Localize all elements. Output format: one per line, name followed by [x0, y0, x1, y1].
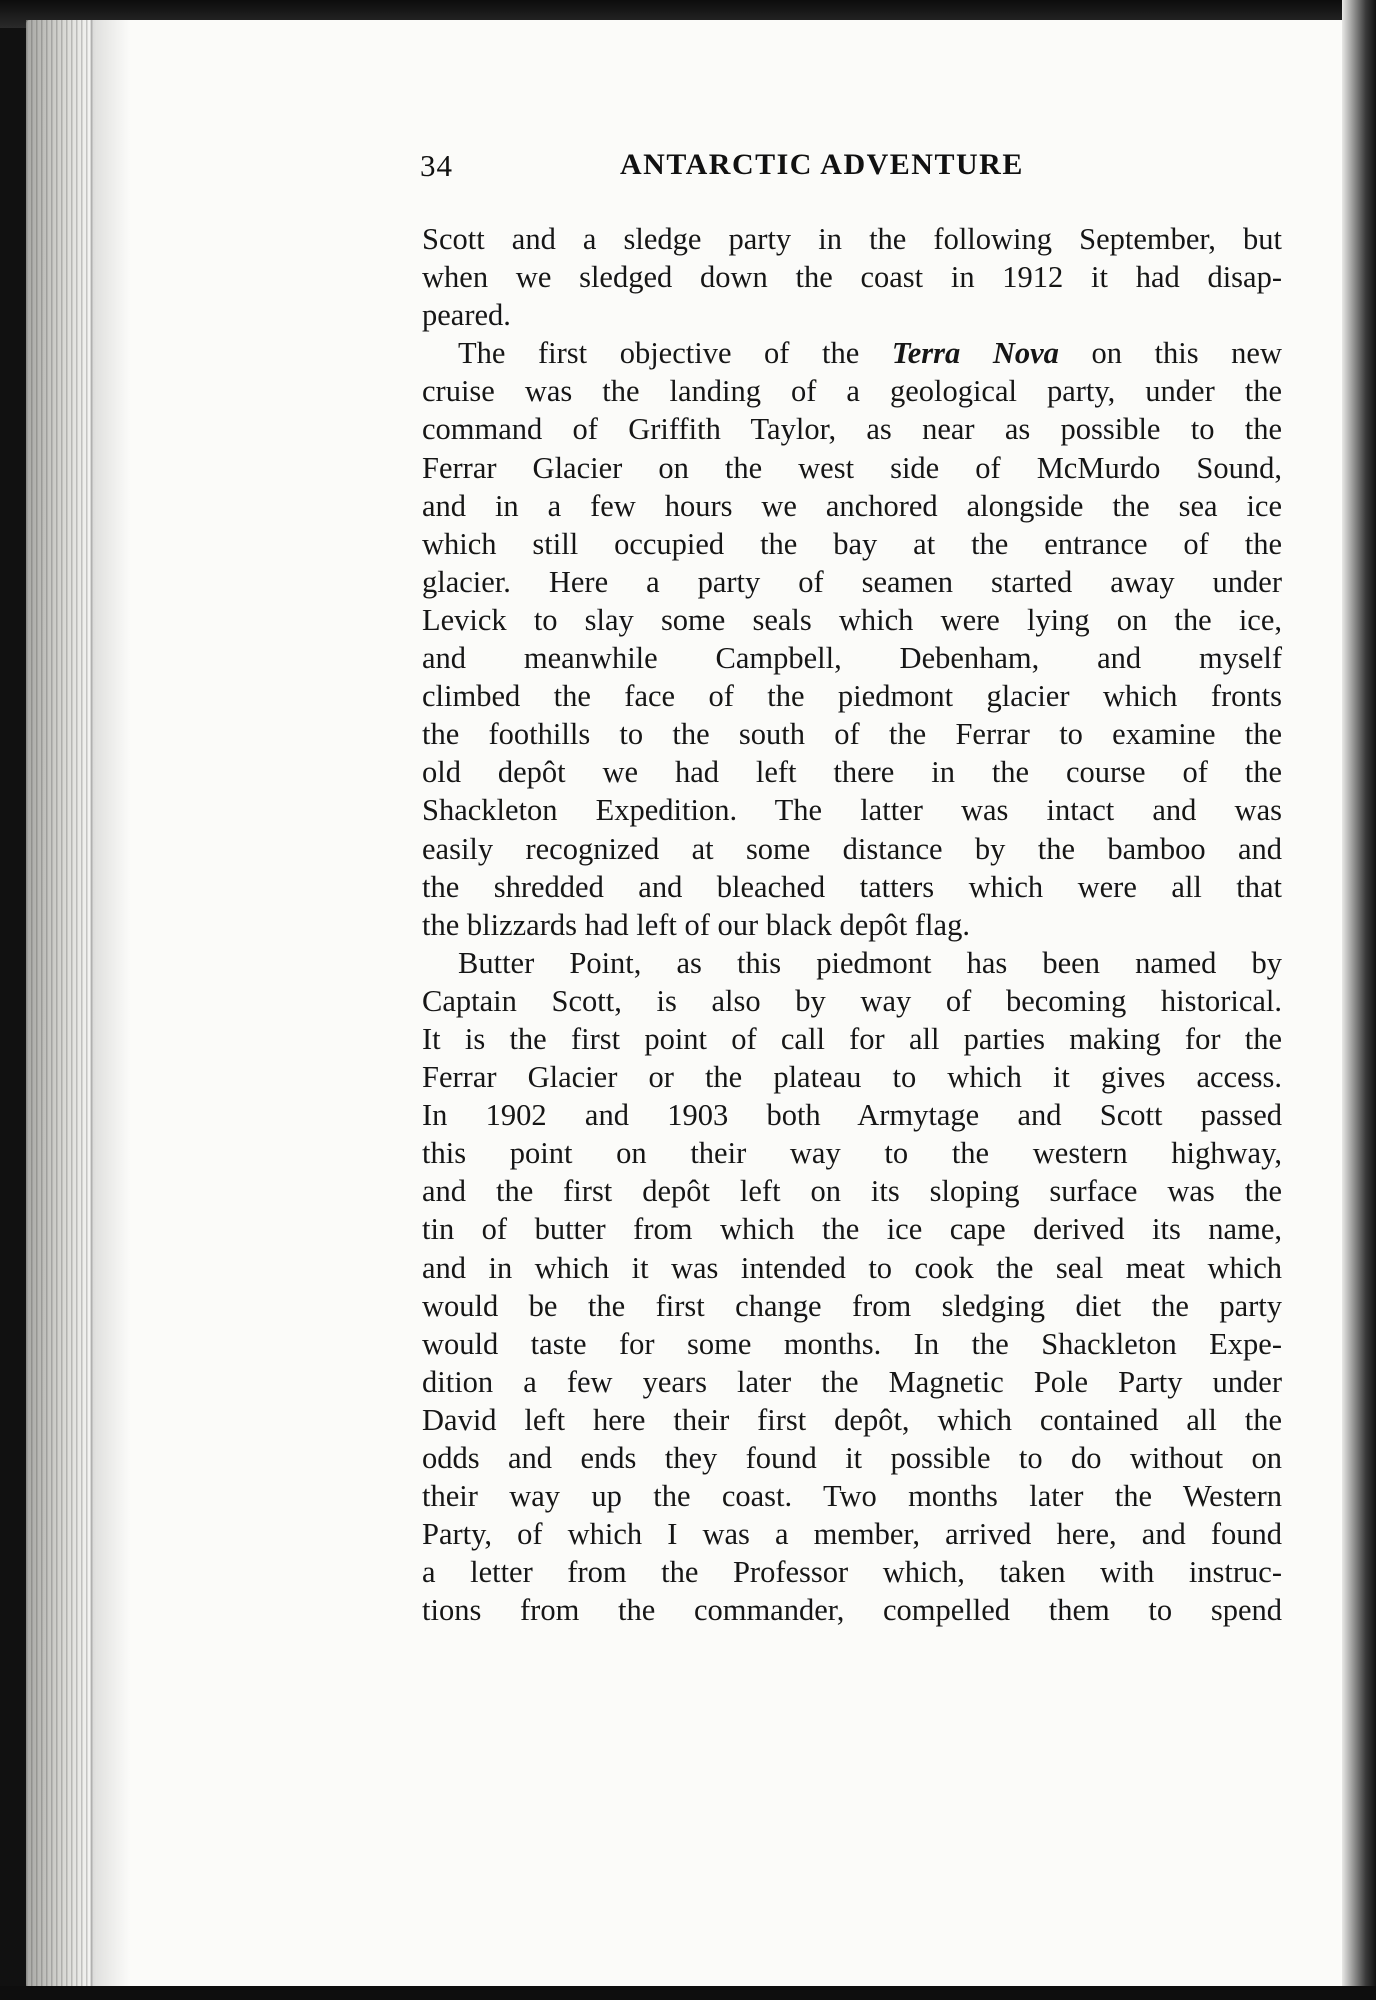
text-line: would taste for some months. In the Shackleton Expe-	[422, 1326, 1282, 1361]
text-line: command of Griffith Taylor, as near as possible to the	[422, 412, 1282, 447]
text-line: dition a few years later the Magnetic Pole Party under	[422, 1364, 1282, 1399]
text-line: which still occupied the bay at the entrance of the	[422, 526, 1282, 561]
text-line: Levick to slay some seals which were lying on the ice,	[422, 602, 1282, 637]
text-line: tin of butter from which the ice cape derived its name,	[422, 1212, 1282, 1247]
text-line: their way up the coast. Two months later the Western	[422, 1479, 1282, 1514]
text-line: cruise was the landing of a geological party, under the	[422, 374, 1282, 409]
text-line: a letter from the Professor which, taken with instruc-	[422, 1555, 1282, 1590]
right-binding-edge	[1342, 0, 1376, 2000]
text-line: and meanwhile Campbell, Debenham, and myself	[422, 641, 1282, 676]
running-head	[420, 148, 1070, 188]
text-line: Shackleton Expedition. The latter was intact and was	[422, 793, 1282, 828]
body-text	[422, 220, 1282, 1629]
text-line: Ferrar Glacier or the plateau to which it gives access.	[422, 1060, 1282, 1095]
text-line: and the first depôt left on its sloping surface was the	[422, 1174, 1282, 1209]
page-number: 34	[420, 148, 453, 183]
running-title: ANTARCTIC ADVENTURE	[620, 148, 1024, 181]
text-line: the shredded and bleached tatters which were all that	[422, 869, 1282, 904]
gutter-shadow	[90, 20, 130, 1988]
text-line: odds and ends they found it possible to do without on	[422, 1441, 1282, 1475]
text-line: Butter Point, as this piedmont has been named by	[458, 945, 1282, 980]
text-line: Scott and a sledge party in the following September, but	[422, 222, 1282, 256]
text-fragment: on this new	[1091, 336, 1282, 371]
text-line: peared.	[422, 298, 511, 333]
ship-name: Terra Nova	[891, 336, 1059, 371]
bottom-edge	[0, 1986, 1376, 2000]
text-line: and in which it was intended to cook the seal meat which	[422, 1250, 1282, 1285]
text-line: the foothills to the south of the Ferrar to examine the	[422, 717, 1282, 752]
text-line: Ferrar Glacier on the west side of McMurdo Sound,	[422, 450, 1282, 485]
text-line: and in a few hours we anchored alongside the sea ice	[422, 488, 1282, 523]
text-line: climbed the face of the piedmont glacier which fronts	[422, 679, 1282, 714]
text-line: Party, of which I was a member, arrived here, and found	[422, 1517, 1282, 1552]
text-line: old depôt we had left there in the course of the	[422, 755, 1282, 790]
text-fragment: The first objective of the	[458, 336, 860, 371]
text-line: tions from the commander, compelled them to spend	[422, 1593, 1282, 1628]
text-line: the blizzards had left of our black depôt flag.	[422, 907, 970, 942]
text-line: It is the first point of call for all parties making for the	[422, 1021, 1282, 1056]
text-line: glacier. Here a party of seamen started away under	[422, 564, 1282, 599]
text-line: In 1902 and 1903 both Armytage and Scott passed	[422, 1098, 1282, 1133]
text-line: this point on their way to the western highway,	[422, 1136, 1282, 1171]
text-line: David left here their first depôt, which contained all the	[422, 1402, 1282, 1437]
page-stack-edge	[26, 20, 96, 1988]
text-line: easily recognized at some distance by the bamboo and	[422, 831, 1282, 866]
text-line: Captain Scott, is also by way of becoming historical.	[422, 983, 1282, 1018]
text-line: when we sledged down the coast in 1912 it had disap-	[422, 260, 1282, 295]
text-line	[422, 334, 1282, 372]
text-line: would be the first change from sledging diet the party	[422, 1288, 1282, 1323]
